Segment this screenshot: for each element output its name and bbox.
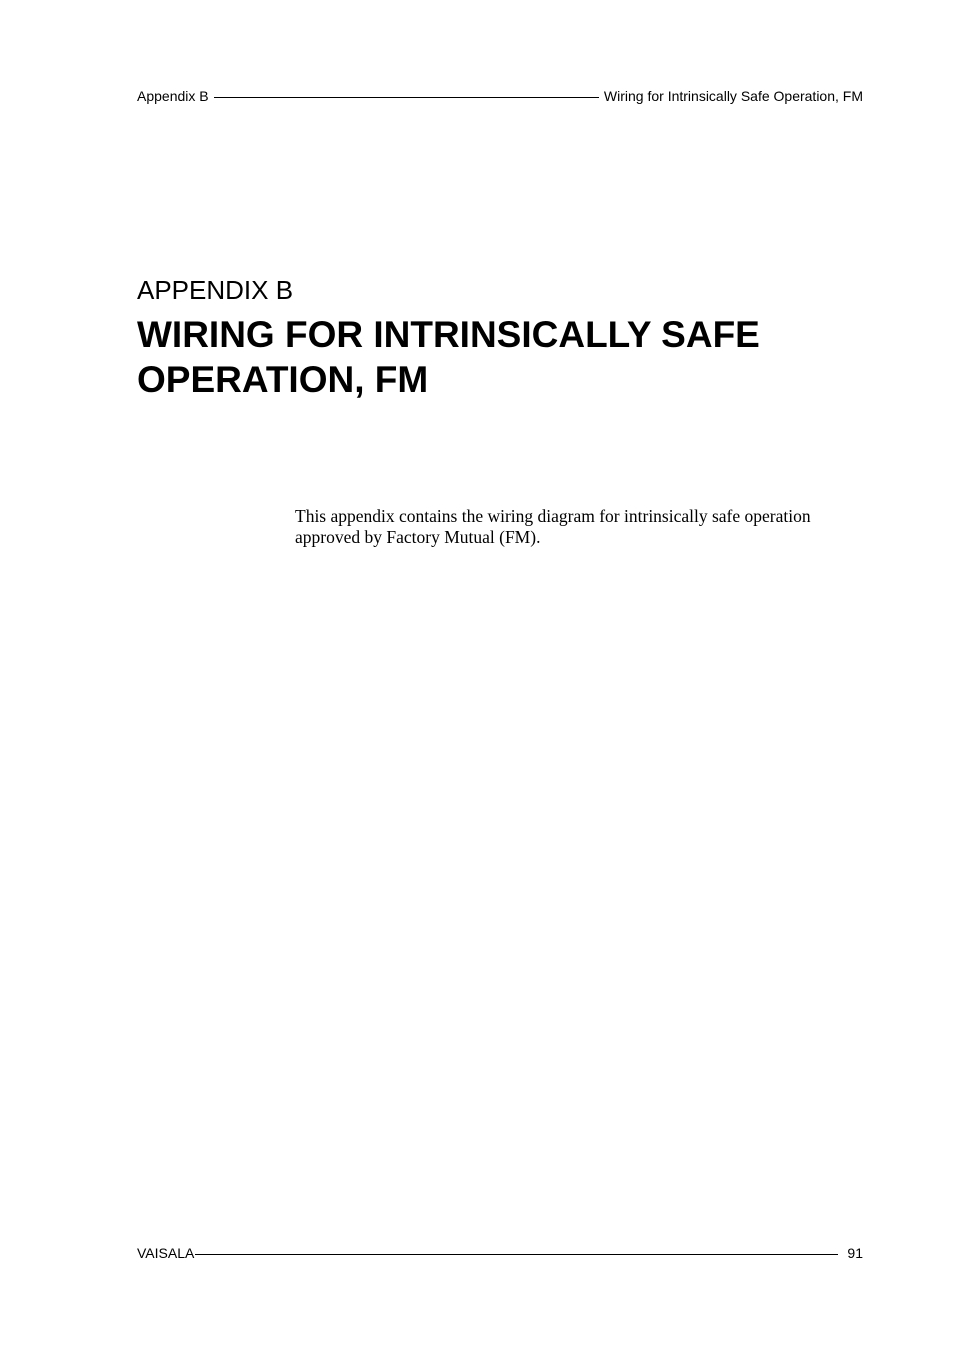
- header-section-title: Wiring for Intrinsically Safe Operation, FM: [603, 88, 863, 104]
- footer-company-name: VAISALA: [137, 1245, 195, 1261]
- footer-rule: [195, 1254, 838, 1255]
- header-rule: [214, 97, 599, 98]
- chapter-title: WIRING FOR INTRINSICALLY SAFE OPERATION, FM: [137, 314, 760, 400]
- intro-paragraph: This appendix contains the wiring diagram for intrinsically safe operation approved by Factory Mutual (FM).: [295, 506, 811, 547]
- running-header: [137, 87, 863, 105]
- header-section-label: Appendix B: [137, 88, 209, 104]
- chapter-label: APPENDIX B: [137, 275, 294, 305]
- running-footer: [137, 1244, 863, 1262]
- page-number: 91: [847, 1245, 863, 1261]
